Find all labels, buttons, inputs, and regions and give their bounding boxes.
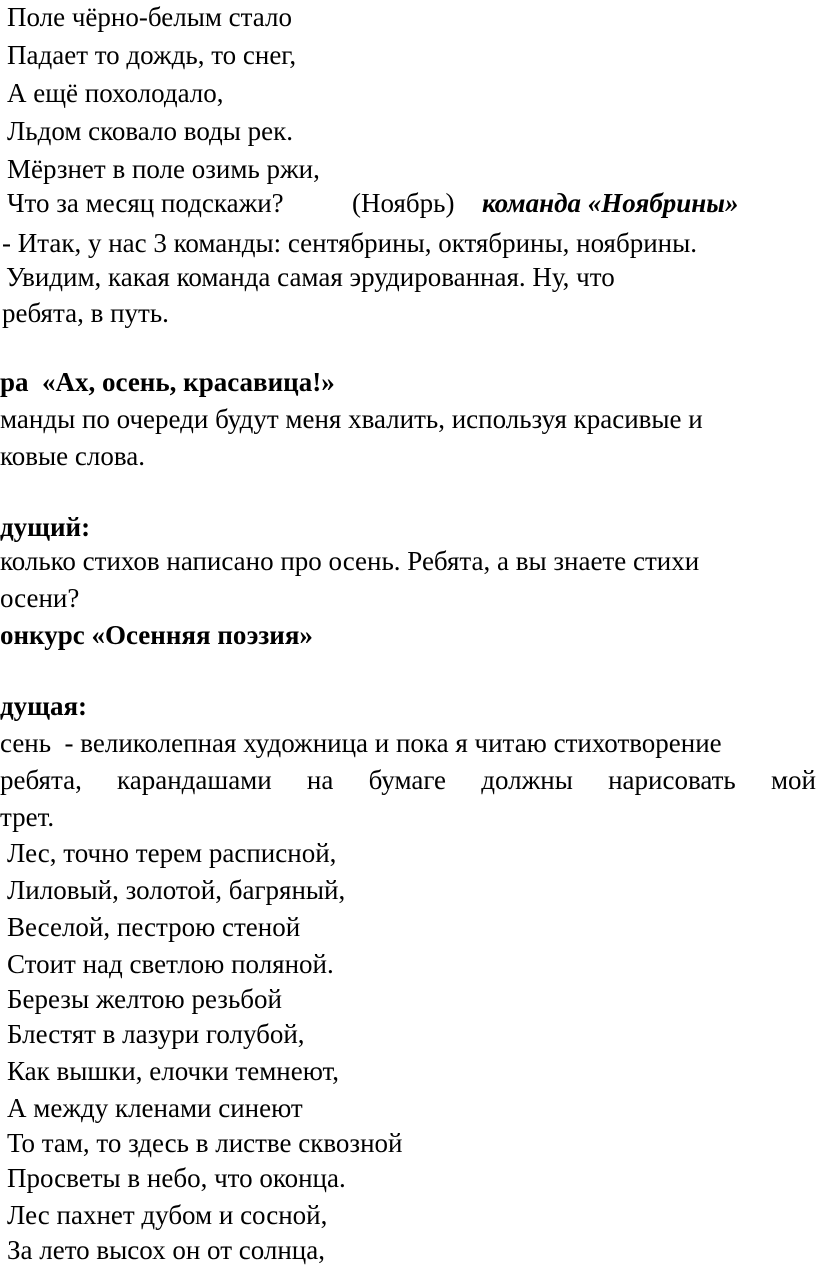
poem-line: Стоит над светлою поляной. [7, 949, 334, 979]
game-text-line: манды по очереди будут меня хвалить, используя красивые и [0, 404, 703, 434]
team-name: команда «Ноябрины» [482, 188, 739, 218]
poem-line: Лиловый, золотой, багряный, [7, 875, 346, 905]
poem-line: А ещё похолодало, [7, 78, 224, 108]
poem-line: Мёрзнет в поле озимь ржи, [7, 154, 320, 184]
host-text-line: сень - великолепная художница и пока я читаю стихотворение [0, 728, 722, 758]
host-text-line: осени? [0, 583, 80, 613]
host-text-line: колько стихов написано про осень. Ребята, а вы знаете стихи [0, 546, 700, 576]
poem-line: Падает то дождь, то снег, [7, 40, 297, 70]
poem-line: Веселой, пестрою стеной [7, 912, 301, 942]
poem-line: Блестят в лазури голубой, [7, 1019, 305, 1049]
intro-line: Увидим, какая команда самая эрудированная. Ну, что [6, 262, 615, 292]
game-title: ра «Ах, осень, красавица!» [0, 367, 335, 397]
poem-line: Лес пахнет дубом и сосной, [7, 1200, 328, 1230]
host-text-line: ребята, карандашами на бумаге должны нарисовать мой [0, 765, 816, 795]
intro-line: - Итак, у нас 3 команды: сентябрины, октябрины, ноябрины. [2, 228, 697, 258]
poem-line: Просветы в небо, что оконца. [7, 1163, 346, 1193]
poem-line: А между кленами синеют [7, 1093, 303, 1123]
poem-line: Поле чёрно-белым стало [7, 2, 292, 32]
intro-line: ребята, в путь. [2, 298, 169, 328]
poem-line: Лес, точно терем расписной, [7, 838, 337, 868]
poem-line: Березы желтою резьбой [7, 984, 282, 1014]
contest-title: онкурс «Осенняя поэзия» [0, 620, 313, 650]
poem-line: За лето высох он от солнца, [7, 1235, 325, 1265]
host-label: дущая: [0, 691, 88, 721]
riddle-answer: (Ноябрь) [352, 188, 455, 218]
game-text-line: ковые слова. [0, 441, 145, 471]
riddle-question: Что за месяц подскажи? [7, 188, 284, 218]
poem-line: То там, то здесь в листве сквозной [7, 1128, 403, 1158]
poem-line: Льдом сковало воды рек. [7, 116, 294, 146]
poem-line: Как вышки, елочки темнеют, [7, 1056, 340, 1086]
host-text-line: трет. [0, 802, 55, 832]
host-label: дущий: [0, 512, 91, 542]
